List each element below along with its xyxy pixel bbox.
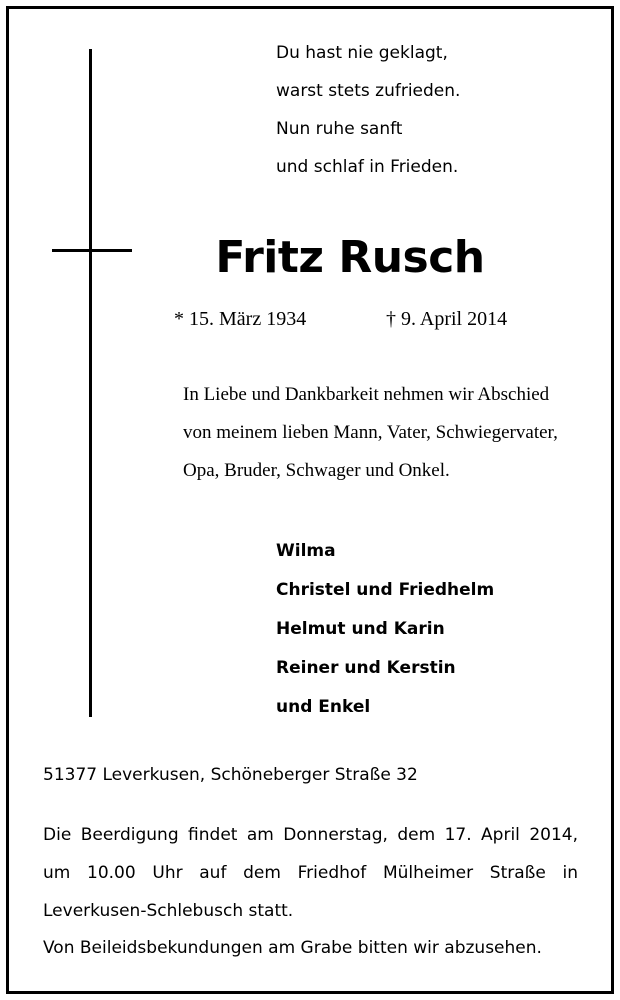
death-date: † 9. April 2014 [386, 308, 508, 330]
birth-date: * 15. März 1934 [174, 308, 307, 330]
poem-line: warst stets zufrieden. [276, 81, 461, 101]
funeral-notice [43, 816, 578, 930]
family-member: Helmut und Karin [276, 619, 445, 639]
funeral-line: Die Beerdigung findet am Donnerstag, dem 17. April 2014, [43, 825, 578, 845]
family-member: und Enkel [276, 697, 371, 717]
funeral-line: um 10.00 Uhr auf dem Friedhof Mülheimer Straße in [43, 863, 578, 883]
mourning-line: von meinem lieben Mann, Vater, Schwiegervater, [183, 422, 558, 443]
family-list [276, 532, 494, 727]
poem-line: und schlaf in Frieden. [276, 157, 459, 177]
family-member: Wilma [276, 541, 336, 561]
poem-line: Du hast nie geklagt, [276, 43, 448, 63]
mourning-line: Opa, Bruder, Schwager und Onkel. [183, 460, 450, 481]
poem-line: Nun ruhe sanft [276, 119, 403, 139]
funeral-line: Leverkusen-Schlebusch statt. [43, 901, 294, 921]
mourning-text [183, 376, 558, 490]
address: 51377 Leverkusen, Schöneberger Straße 32 [43, 765, 418, 785]
poem [276, 34, 460, 186]
family-member: Reiner und Kerstin [276, 658, 456, 678]
condolence-note: Von Beileidsbekundungen am Grabe bitten wir abzusehen. [43, 938, 542, 958]
family-member: Christel und Friedhelm [276, 580, 495, 600]
mourning-line: In Liebe und Dankbarkeit nehmen wir Abschied [183, 384, 550, 405]
deceased-name: Fritz Rusch [215, 232, 485, 283]
cross-vertical-bar [89, 49, 92, 717]
